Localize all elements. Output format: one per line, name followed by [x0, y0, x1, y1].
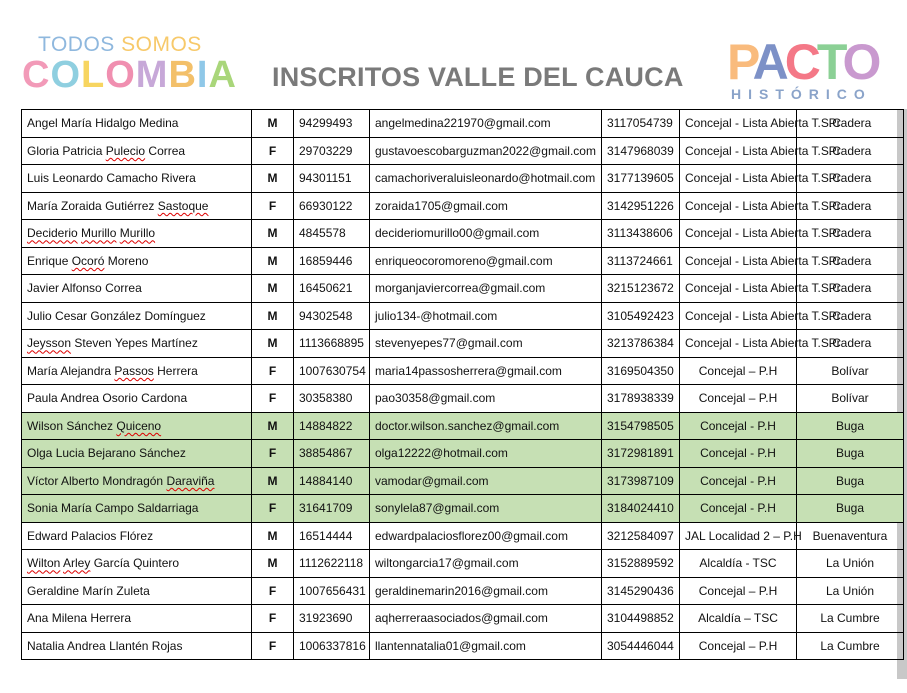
sex-cell: F — [252, 357, 294, 385]
table-row — [22, 275, 904, 303]
email-cell: enriqueocoromoreno@gmail.com — [370, 247, 602, 275]
registrants-table — [21, 109, 904, 660]
municipality-cell: Pradera — [797, 220, 904, 248]
phone-cell: 3178938339 — [602, 385, 680, 413]
phone-cell: 3145290436 — [602, 577, 680, 605]
position-cell: Concejal - Lista Abierta T.S.C — [680, 137, 797, 165]
position-cell: Concejal - P.H — [680, 412, 797, 440]
sex-cell: M — [252, 330, 294, 358]
logo-letter: C — [784, 34, 817, 90]
id-number-cell: 1007630754 — [294, 357, 370, 385]
municipality-cell: Pradera — [797, 165, 904, 193]
logo-word-colombia — [22, 54, 237, 97]
position-cell: Concejal – P.H — [680, 632, 797, 660]
municipality-cell: Pradera — [797, 330, 904, 358]
email-cell: olga12222@hotmail.com — [370, 440, 602, 468]
position-cell: Concejal – P.H — [680, 577, 797, 605]
sex-cell: F — [252, 577, 294, 605]
id-number-cell: 16514444 — [294, 522, 370, 550]
spellcheck-underline: Jeysson — [27, 336, 72, 351]
position-cell: Alcaldía – TSC — [680, 605, 797, 633]
sex-cell: M — [252, 550, 294, 578]
id-number-cell: 4845578 — [294, 220, 370, 248]
name-cell: Wilson Sánchez Quiceno — [22, 412, 252, 440]
phone-cell: 3177139605 — [602, 165, 680, 193]
logo-letter: T — [816, 34, 843, 90]
municipality-cell: Bolívar — [797, 357, 904, 385]
email-cell: vamodar@gmail.com — [370, 467, 602, 495]
sex-cell: F — [252, 137, 294, 165]
phone-cell: 3173987109 — [602, 467, 680, 495]
logo-letter: A — [208, 54, 237, 96]
logo-word-todos: TODOS — [38, 33, 115, 56]
position-cell: Concejal - Lista Abierta T.S.C — [680, 192, 797, 220]
pacto-historico-logo — [727, 34, 883, 104]
logo-letter: A — [752, 34, 785, 90]
name-cell: María Zoraida Gutiérrez Sastoque — [22, 192, 252, 220]
name-cell: Geraldine Marín Zuleta — [22, 577, 252, 605]
municipality-cell: Pradera — [797, 302, 904, 330]
logo-word-historico: HISTÓRICO — [731, 86, 872, 102]
phone-cell: 3184024410 — [602, 495, 680, 523]
email-cell: julio134-@hotmail.com — [370, 302, 602, 330]
email-cell: morganjaviercorrea@gmail.com — [370, 275, 602, 303]
phone-cell: 3054446044 — [602, 632, 680, 660]
name-cell: Natalia Andrea Llantén Rojas — [22, 632, 252, 660]
name-cell: Edward Palacios Flórez — [22, 522, 252, 550]
logo-letter: M — [135, 54, 169, 96]
sex-cell: M — [252, 302, 294, 330]
sex-cell: M — [252, 412, 294, 440]
name-cell: Sonia María Campo Saldarriaga — [22, 495, 252, 523]
sex-cell: M — [252, 275, 294, 303]
logo-word-somos: SOMOS — [121, 33, 202, 56]
sex-cell: F — [252, 495, 294, 523]
municipality-cell: Buga — [797, 467, 904, 495]
phone-cell: 3105492423 — [602, 302, 680, 330]
position-cell: Concejal - Lista Abierta T.S.C — [680, 165, 797, 193]
phone-cell: 3113724661 — [602, 247, 680, 275]
id-number-cell: 16859446 — [294, 247, 370, 275]
name-cell: Víctor Alberto Mondragón Daraviña — [22, 467, 252, 495]
table-row — [22, 165, 904, 193]
logo-letter: P — [727, 34, 753, 90]
email-cell: geraldinemarin2016@gmail.com — [370, 577, 602, 605]
municipality-cell: Pradera — [797, 192, 904, 220]
sex-cell: M — [252, 165, 294, 193]
name-cell: María Alejandra Passos Herrera — [22, 357, 252, 385]
id-number-cell: 31923690 — [294, 605, 370, 633]
position-cell: Concejal - Lista Abierta T.S.C — [680, 247, 797, 275]
table-row — [22, 467, 904, 495]
id-number-cell: 1007656431 — [294, 577, 370, 605]
position-cell: Alcaldía - TSC — [680, 550, 797, 578]
table-row — [22, 357, 904, 385]
sex-cell: F — [252, 440, 294, 468]
position-cell: Concejal - P.H — [680, 440, 797, 468]
email-cell: doctor.wilson.sanchez@gmail.com — [370, 412, 602, 440]
logo-letter: O — [105, 54, 136, 96]
municipality-cell: Buga — [797, 440, 904, 468]
spellcheck-underline: Arley — [63, 556, 91, 571]
email-cell: wiltongarcia17@gmail.com — [370, 550, 602, 578]
phone-cell: 3213786384 — [602, 330, 680, 358]
email-cell: aqherreraasociados@gmail.com — [370, 605, 602, 633]
phone-cell: 3172981891 — [602, 440, 680, 468]
name-cell: Jeysson Steven Yepes Martínez — [22, 330, 252, 358]
id-number-cell: 1113668895 — [294, 330, 370, 358]
phone-cell: 3215123672 — [602, 275, 680, 303]
sex-cell: M — [252, 247, 294, 275]
phone-cell: 3169504350 — [602, 357, 680, 385]
spellcheck-underline: Murillo — [81, 226, 117, 241]
name-cell: Angel María Hidalgo Medina — [22, 110, 252, 138]
table-row — [22, 220, 904, 248]
position-cell: Concejal – P.H — [680, 385, 797, 413]
spellcheck-underline: Ocoró — [71, 253, 105, 268]
name-cell: Julio Cesar González Domínguez — [22, 302, 252, 330]
id-number-cell: 14884822 — [294, 412, 370, 440]
logo-letter: O — [50, 54, 82, 96]
page-title: INSCRITOS VALLE DEL CAUCA — [272, 62, 684, 92]
email-cell: decideriomurillo00@gmail.com — [370, 220, 602, 248]
id-number-cell: 66930122 — [294, 192, 370, 220]
municipality-cell: Pradera — [797, 247, 904, 275]
logo-word-pacto — [727, 34, 878, 90]
sex-cell: M — [252, 110, 294, 138]
sex-cell: M — [252, 522, 294, 550]
table-row — [22, 605, 904, 633]
municipality-cell: Buga — [797, 412, 904, 440]
table-row — [22, 550, 904, 578]
id-number-cell: 31641709 — [294, 495, 370, 523]
spellcheck-underline: Pulecio — [105, 143, 146, 158]
id-number-cell: 38854867 — [294, 440, 370, 468]
name-cell — [22, 220, 252, 248]
municipality-cell: Buenaventura — [797, 522, 904, 550]
logo-letter: B — [168, 54, 197, 96]
spellcheck-underline: Quiceno — [116, 418, 162, 433]
position-cell: Concejal – P.H — [680, 357, 797, 385]
position-cell: Concejal - Lista Abierta T.S.C — [680, 220, 797, 248]
id-number-cell: 29703229 — [294, 137, 370, 165]
document-header — [0, 0, 907, 108]
table-row — [22, 577, 904, 605]
municipality-cell: La Cumbre — [797, 605, 904, 633]
spellcheck-underline: Murillo — [119, 226, 156, 241]
logo-letter: I — [196, 54, 209, 96]
id-number-cell: 94302548 — [294, 302, 370, 330]
email-cell: pao30358@gmail.com — [370, 385, 602, 413]
name-cell: Luis Leonardo Camacho Rivera — [22, 165, 252, 193]
name-cell: Enrique Ocoró Moreno — [22, 247, 252, 275]
email-cell: edwardpalaciosflorez00@gmail.com — [370, 522, 602, 550]
id-number-cell: 1006337816 — [294, 632, 370, 660]
table-row — [22, 385, 904, 413]
email-cell: zoraida1705@gmail.com — [370, 192, 602, 220]
email-cell: stevenyepes77@gmail.com — [370, 330, 602, 358]
name-cell: Javier Alfonso Correa — [22, 275, 252, 303]
table-row — [22, 137, 904, 165]
municipality-cell: Buga — [797, 495, 904, 523]
id-number-cell: 14884140 — [294, 467, 370, 495]
sex-cell: M — [252, 467, 294, 495]
municipality-cell: Pradera — [797, 110, 904, 138]
logo-letter: O — [842, 34, 878, 90]
municipality-cell: La Unión — [797, 577, 904, 605]
table-row — [22, 632, 904, 660]
position-cell: Concejal - P.H — [680, 495, 797, 523]
name-cell: Olga Lucia Bejarano Sánchez — [22, 440, 252, 468]
name-cell: Ana Milena Herrera — [22, 605, 252, 633]
table-row — [22, 330, 904, 358]
phone-cell: 3212584097 — [602, 522, 680, 550]
table-row — [22, 412, 904, 440]
phone-cell: 3152889592 — [602, 550, 680, 578]
table-row — [22, 247, 904, 275]
phone-cell: 3113438606 — [602, 220, 680, 248]
email-cell: llantennatalia01@gmail.com — [370, 632, 602, 660]
position-cell: Concejal - Lista Abierta T.S.C — [680, 110, 797, 138]
table-row — [22, 192, 904, 220]
position-cell: Concejal - Lista Abierta T.S.C — [680, 330, 797, 358]
logo-letter: L — [81, 54, 106, 96]
sex-cell: F — [252, 632, 294, 660]
table-row — [22, 110, 904, 138]
id-number-cell: 16450621 — [294, 275, 370, 303]
email-cell: angelmedina221970@gmail.com — [370, 110, 602, 138]
municipality-cell: Pradera — [797, 137, 904, 165]
municipality-cell: Bolívar — [797, 385, 904, 413]
logo-letter: C — [22, 54, 51, 96]
sex-cell: M — [252, 220, 294, 248]
email-cell: camachoriveraluisleonardo@hotmail.com — [370, 165, 602, 193]
sex-cell: F — [252, 605, 294, 633]
position-cell: Concejal - P.H — [680, 467, 797, 495]
phone-cell: 3117054739 — [602, 110, 680, 138]
todos-somos-colombia-logo — [22, 30, 242, 96]
email-cell: gustavoescobarguzman2022@gmail.com — [370, 137, 602, 165]
sex-cell: F — [252, 192, 294, 220]
table-row — [22, 522, 904, 550]
name-cell: Wilton Arley García Quintero — [22, 550, 252, 578]
id-number-cell: 30358380 — [294, 385, 370, 413]
table-row — [22, 302, 904, 330]
position-cell: Concejal - Lista Abierta T.S.C — [680, 302, 797, 330]
name-cell: Paula Andrea Osorio Cardona — [22, 385, 252, 413]
municipality-cell: Pradera — [797, 275, 904, 303]
phone-cell: 3142951226 — [602, 192, 680, 220]
municipality-cell: La Unión — [797, 550, 904, 578]
spellcheck-underline: Sastoque — [157, 198, 209, 213]
position-cell: Concejal - Lista Abierta T.S.C — [680, 275, 797, 303]
sex-cell: F — [252, 385, 294, 413]
name-cell: Gloria Patricia Pulecio Correa — [22, 137, 252, 165]
table-row — [22, 440, 904, 468]
email-cell: maria14passosherrera@gmail.com — [370, 357, 602, 385]
email-cell: sonylela87@gmail.com — [370, 495, 602, 523]
phone-cell: 3147968039 — [602, 137, 680, 165]
id-number-cell: 1112622118 — [294, 550, 370, 578]
municipality-cell: La Cumbre — [797, 632, 904, 660]
spellcheck-underline: Passos — [114, 363, 154, 378]
table-row — [22, 495, 904, 523]
position-cell: JAL Localidad 2 – P.H — [680, 522, 797, 550]
spellcheck-underline: Wilton — [27, 556, 61, 571]
phone-cell: 3104498852 — [602, 605, 680, 633]
phone-cell: 3154798505 — [602, 412, 680, 440]
id-number-cell: 94299493 — [294, 110, 370, 138]
spellcheck-underline: Deciderio — [27, 226, 78, 241]
id-number-cell: 94301151 — [294, 165, 370, 193]
spellcheck-underline: Daraviña — [166, 473, 215, 488]
